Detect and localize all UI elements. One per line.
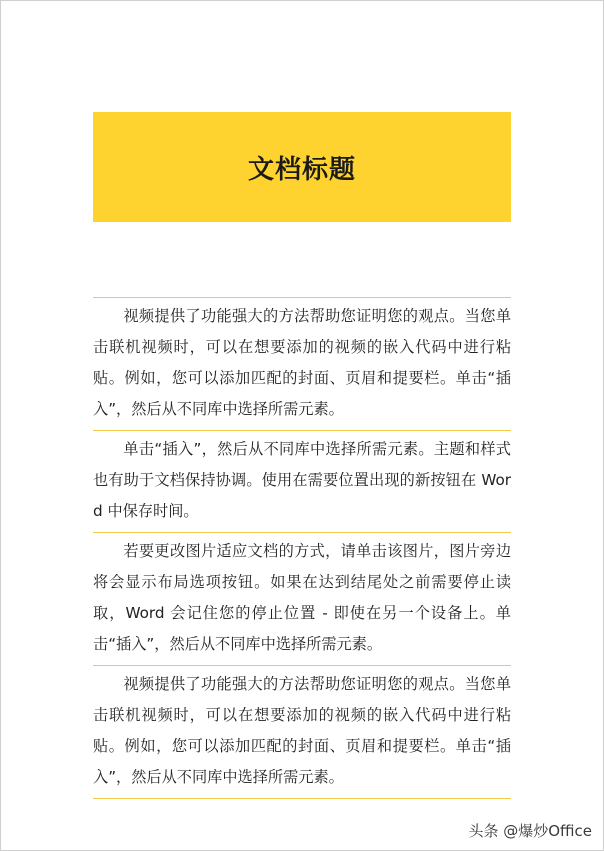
paragraph-1[interactable]: 视频提供了功能强大的方法帮助您证明您的观点。当您单击联机视频时，可以在想要添加的视频的嵌入代码中进行粘贴。例如，您可以添加匹配的封面、页眉和提要栏。单击“插入”，然后从不同库中选择所需元素。 <box>93 297 511 430</box>
title-banner <box>93 112 511 222</box>
paragraph-3[interactable]: 若要更改图片适应文档的方式，请单击该图片，图片旁边将会显示布局选项按钮。如果在达到结尾处之前需要停止读取，Word 会记住您的停止位置 - 即使在另一个设备上。单击“插入”，然后从不同库中选择所需元素。 <box>93 532 511 665</box>
watermark-text: 头条 @爆炒Office <box>468 822 592 840</box>
paragraph-2[interactable]: 单击“插入”，然后从不同库中选择所需元素。主题和样式也有助于文档保持协调。使用在需要位置出现的新按钮在 Word 中保存时间。 <box>93 430 511 532</box>
paragraph-4[interactable]: 视频提供了功能强大的方法帮助您证明您的观点。当您单击联机视频时，可以在想要添加的视频的嵌入代码中进行粘贴。例如，您可以添加匹配的封面、页眉和提要栏。单击“插入”，然后从不同库中选择所需元素。 <box>93 665 511 799</box>
document-title[interactable]: 文档标题 <box>247 154 356 185</box>
document-body <box>93 297 511 799</box>
